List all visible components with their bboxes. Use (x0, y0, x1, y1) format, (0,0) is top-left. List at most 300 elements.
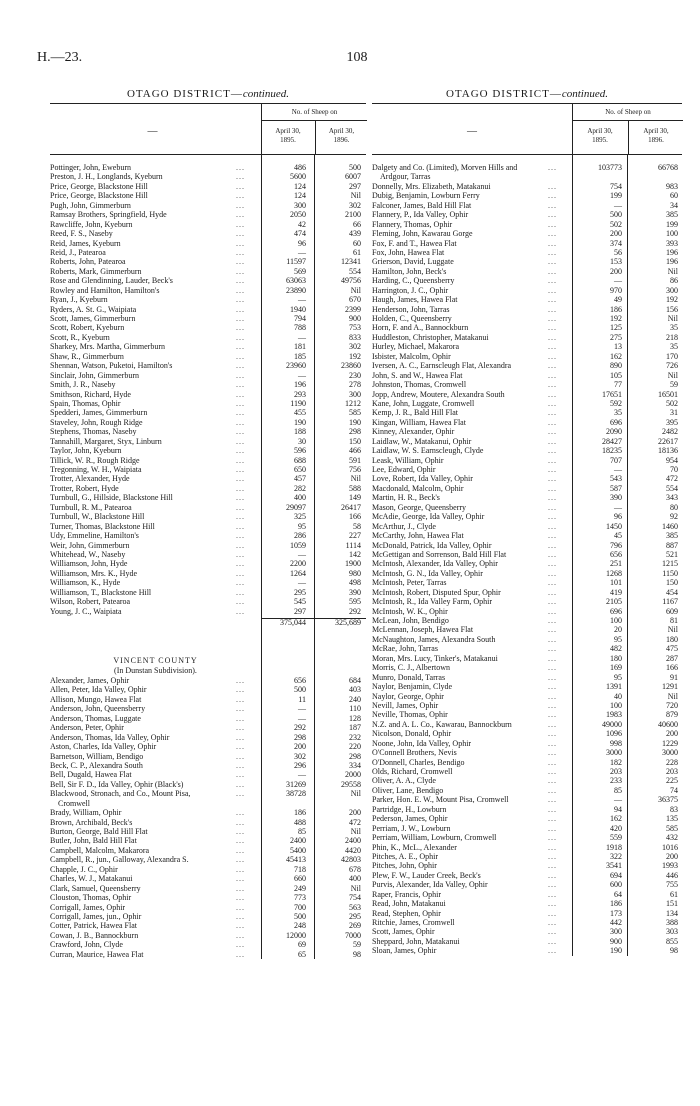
table-row (372, 399, 682, 408)
sheep-1895: 35 (614, 408, 622, 418)
table-row (50, 607, 366, 616)
sheep-1896: 187 (349, 723, 361, 733)
table-row (50, 846, 366, 855)
sheep-1896: 149 (349, 493, 361, 503)
owner-name: Johnston, Thomas, Cromwell (372, 380, 467, 390)
leader-dots: ... (548, 380, 557, 390)
sheep-1895: 40 (614, 691, 622, 701)
leader-dots: ... (236, 568, 245, 578)
sheep-1895: 94 (614, 804, 622, 814)
owners-list (50, 163, 366, 616)
table-row (50, 676, 366, 685)
leader-dots: ... (548, 757, 557, 767)
leader-dots: ... (548, 682, 557, 692)
owner-name: Reid, J., Patearoa (50, 247, 106, 257)
leader-dots: ... (236, 521, 245, 531)
leader-dots: ... (236, 779, 245, 789)
sheep-1896: 156 (666, 304, 678, 314)
table-row (372, 484, 682, 493)
sheep-1896: 588 (349, 483, 361, 493)
total-1896: 325,689 (335, 618, 361, 627)
sheep-1896: 192 (349, 351, 361, 361)
leader-dots: ... (548, 502, 557, 512)
sheep-1896: 170 (666, 351, 678, 361)
leader-dots: ... (236, 789, 245, 799)
sheep-1895: 374 (610, 238, 622, 248)
leader-dots: ... (548, 568, 557, 578)
name-column-header: — (147, 126, 158, 137)
owner-name: Naylor, Benjamin, Clyde (372, 682, 453, 692)
sheep-1895: 500 (294, 685, 306, 695)
leader-dots: ... (548, 776, 557, 786)
sheep-1896: 472 (666, 474, 678, 484)
sheep-1896: 585 (349, 408, 361, 418)
leader-dots: ... (548, 729, 557, 739)
sheep-1896: 1167 (662, 597, 678, 607)
sheep-1895: 200 (610, 266, 622, 276)
owner-name: Tannahill, Margaret, Styx, Linburn (50, 436, 162, 446)
leader-dots: ... (236, 408, 245, 418)
owner-name: Fox, F. and T., Hawea Flat (372, 238, 457, 248)
sheep-1895: 203 (610, 767, 622, 776)
sheep-1896: 563 (349, 902, 361, 912)
table-row (50, 780, 366, 789)
sheep-1895: 182 (610, 757, 622, 767)
name-column-header: — (467, 126, 477, 137)
leader-dots: ... (548, 493, 557, 503)
table-row (372, 390, 682, 399)
leader-dots: ... (548, 446, 557, 456)
owner-name: Price, George, Blackstone Hill (50, 191, 148, 201)
sheep-1895: 322 (610, 851, 622, 861)
sheep-1896: 1212 (345, 398, 361, 408)
owner-name: Read, Stephen, Ophir (372, 908, 441, 918)
owner-name: Brady, William, Ophir (50, 808, 122, 818)
sheep-1895: 199 (610, 191, 622, 201)
sheep-1896: 302 (349, 342, 361, 352)
table-row (372, 182, 682, 191)
table-row (50, 390, 366, 399)
sheep-1895: 970 (610, 285, 622, 295)
sheep-1895: 1268 (606, 568, 622, 578)
sheep-1896: 900 (349, 314, 361, 323)
column-1896-header: April 30, 1896. (315, 121, 367, 154)
sheep-1896: 393 (666, 238, 678, 248)
sheep-1895: — (614, 276, 622, 286)
sheep-1896: 980 (349, 568, 361, 578)
sheep-1895: 300 (610, 927, 622, 937)
table-row (50, 248, 366, 257)
sheep-1895: — (298, 332, 306, 342)
owner-name: Reid, James, Kyeburn (50, 238, 121, 248)
owner-name: O'Connell Brothers, Nevis (372, 748, 457, 758)
leader-dots: ... (236, 502, 245, 512)
section-subtitle: (In Dunstan Subdivision). (114, 666, 197, 675)
sheep-1895: 900 (610, 936, 622, 946)
owner-name: Clark, Samuel, Queensberry (50, 883, 141, 893)
table-row (372, 635, 682, 644)
leader-dots: ... (548, 219, 557, 229)
table-row (50, 465, 366, 474)
sheep-1895: 718 (294, 864, 306, 874)
table-row (372, 220, 682, 229)
sheep-1896: 22617 (658, 436, 678, 446)
leader-dots: ... (236, 921, 245, 931)
table-row (372, 890, 682, 899)
sheep-1895: — (298, 704, 306, 714)
owner-name: McNaughton, James, Alexandra South (372, 634, 496, 644)
leader-dots: ... (236, 578, 245, 588)
sheep-1896: 83 (670, 804, 678, 814)
sheep-1896: 80 (670, 502, 678, 512)
owner-name: Anderson, Peter, Ophir (50, 723, 124, 733)
owner-name: McIntosh, Robert, Disputed Spur, Ophir (372, 587, 501, 597)
sheep-1896: 134 (666, 908, 678, 918)
leader-dots: ... (548, 927, 557, 937)
owner-name: Love, Robert, Ida Valley, Ophir (372, 474, 473, 484)
sheep-1895: 186 (610, 899, 622, 909)
owner-name: Williamson, K., Hyde (50, 578, 121, 588)
sheep-1896: 446 (666, 870, 678, 880)
sheep-1896: 303 (666, 927, 678, 937)
table-row (50, 723, 366, 732)
table-row (372, 654, 682, 663)
sheep-1895: 18235 (602, 446, 622, 456)
owner-name: Hamilton, John, Beck's (372, 266, 447, 276)
table-row (372, 569, 682, 578)
sheep-1896: 395 (666, 417, 678, 427)
leader-dots: ... (236, 361, 245, 371)
sheep-1896: 1993 (662, 861, 678, 871)
owner-name: Kinney, Alexander, Ophir (372, 427, 455, 437)
sheep-1896: 196 (666, 247, 678, 257)
owner-name: Pottinger, John, Eweburn (50, 163, 132, 172)
leader-dots: ... (236, 304, 245, 314)
sheep-1896: Nil (667, 691, 678, 701)
sheep-1896: 754 (349, 893, 361, 903)
table-row (372, 701, 682, 710)
owner-name: Pitches, A. E., Ophir (372, 851, 438, 861)
owner-name: Beck, C. P., Alexandra South (50, 760, 143, 770)
owner-name: Trotter, Robert, Hyde (50, 483, 119, 493)
sheep-1896: 203 (666, 767, 678, 776)
owner-name: Cotter, Patrick, Hawea Flat (50, 921, 137, 931)
table-row (372, 597, 682, 606)
sheep-1896: 439 (349, 229, 361, 239)
sheep-1895: 49 (614, 295, 622, 305)
leader-dots: ... (236, 266, 245, 276)
table-row (372, 380, 682, 389)
owner-name: Butler, John, Bald Hill Flat (50, 836, 137, 846)
owner-name: Dubig, Benjamin, Lowburn Ferry (372, 191, 480, 201)
leader-dots: ... (548, 361, 557, 371)
table-row (50, 578, 366, 587)
sheep-1895: 233 (610, 776, 622, 786)
leader-dots: ... (236, 483, 245, 493)
owner-name: Kane, John, Luggate, Cromwell (372, 398, 475, 408)
owner-name: Rowley and Hamilton, Hamilton's (50, 285, 160, 295)
table-row (50, 342, 366, 351)
sheep-1896: 554 (349, 266, 361, 276)
table-row (50, 474, 366, 483)
table-row (50, 239, 366, 248)
owner-name: Anderson, John, Queensberry (50, 704, 146, 714)
sheep-1895: 249 (294, 883, 306, 893)
sheep-1896: 66 (353, 219, 361, 229)
owner-name: Haugh, James, Hawea Flat (372, 295, 458, 305)
table-row (50, 733, 366, 742)
table-row (372, 767, 682, 776)
sheep-1896: 4420 (345, 845, 361, 855)
table-row (50, 361, 366, 370)
table-row (372, 918, 682, 927)
sheep-1896: 297 (349, 181, 361, 191)
owner-name: Mason, George, Queensberry (372, 502, 467, 512)
table-row (50, 541, 366, 550)
leader-dots: ... (236, 874, 245, 884)
leader-dots: ... (548, 908, 557, 918)
owner-name: Raper, Francis, Ophir (372, 889, 441, 899)
leader-dots: ... (548, 795, 557, 805)
sheep-1895: 1391 (606, 682, 622, 692)
owner-name: N.Z. and A. L. Co., Kawarau, Bannockburn (372, 719, 512, 729)
leader-dots: ... (548, 465, 557, 474)
table-row (372, 880, 682, 889)
sheep-1896: 190 (349, 417, 361, 427)
table-row (50, 191, 366, 200)
sheep-1895: 559 (610, 833, 622, 843)
sheep-1895: 100 (610, 616, 622, 625)
owner-name: Perriam, William, Lowburn, Cromwell (372, 833, 497, 843)
leader-dots: ... (548, 323, 557, 333)
sheep-1896: 390 (349, 587, 361, 597)
sheep-1895: 1983 (606, 710, 622, 720)
leader-dots: ... (548, 946, 557, 956)
sheep-1895: 23960 (286, 361, 306, 371)
leader-dots: ... (236, 493, 245, 503)
sheep-1895: 2105 (606, 597, 622, 607)
owner-name: Lee, Edward, Ophir (372, 465, 436, 474)
leader-dots: ... (236, 323, 245, 333)
sheep-1896: 66768 (658, 163, 678, 172)
leader-dots: ... (236, 855, 245, 865)
sheep-1896: 300 (666, 285, 678, 295)
table-row (372, 616, 682, 625)
leader-dots: ... (236, 751, 245, 761)
owner-name: Sheppard, John, Matakanui (372, 936, 460, 946)
sheep-1895: 794 (294, 314, 306, 323)
section-title: VINCENT COUNTY (113, 656, 198, 665)
table-row (50, 276, 366, 285)
leader-dots: ... (236, 398, 245, 408)
table-row (372, 824, 682, 833)
sheep-1895: 56 (614, 247, 622, 257)
table-row (372, 257, 682, 266)
sheep-1896: 240 (349, 694, 361, 704)
table-row (50, 903, 366, 912)
owner-name: Henderson, John, Tarras (372, 304, 450, 314)
table-row (372, 512, 682, 521)
table-row (50, 512, 366, 521)
leader-dots: ... (548, 474, 557, 484)
sheep-1895: 23890 (286, 285, 306, 295)
owner-name: Isbister, Malcolm, Ophir (372, 351, 451, 361)
table-row (50, 912, 366, 921)
sheep-1895: 298 (294, 732, 306, 742)
table-row (372, 541, 682, 550)
owner-name: Allison, Mungo, Hawea Flat (50, 694, 142, 704)
table-row (50, 182, 366, 191)
sheep-1896: 1291 (662, 682, 678, 692)
sheep-1895: — (614, 502, 622, 512)
owner-name: Fleming, John, Kawarau Gorge (372, 229, 473, 239)
owner-name: Williamson, Mrs. K., Hyde (50, 568, 138, 578)
sheep-1895: 65 (298, 949, 306, 959)
sheep-1896: 31 (670, 408, 678, 418)
sheep-1896: 29558 (341, 779, 361, 789)
leader-dots: ... (548, 842, 557, 852)
leader-dots: ... (548, 483, 557, 493)
sheep-1896: 498 (349, 578, 361, 588)
sheep-1895: 20 (614, 625, 622, 635)
sheep-1895: 63063 (286, 276, 306, 286)
sheep-1895: 696 (610, 417, 622, 427)
table-row (50, 597, 366, 606)
sheep-1896: 100 (666, 229, 678, 239)
sheep-1895: 2400 (290, 836, 306, 846)
leader-dots: ... (236, 465, 245, 474)
sheep-1896: 1900 (345, 559, 361, 569)
owner-name: Cowan, J. B., Bannockburn (50, 930, 139, 940)
leader-dots: ... (236, 883, 245, 893)
owner-name: Anderson, Thomas, Ida Valley, Ophir (50, 732, 170, 742)
sheep-1896: 60 (353, 238, 361, 248)
owner-name: Cromwell (58, 798, 90, 808)
table-row (50, 305, 366, 314)
sheep-1895: 95 (614, 634, 622, 644)
leader-dots: ... (236, 181, 245, 191)
sheep-1895: 297 (294, 606, 306, 616)
leader-dots: ... (236, 257, 245, 267)
table-row (372, 786, 682, 795)
sheep-1896: 3000 (662, 748, 678, 758)
sheep-1895: 1059 (290, 540, 306, 550)
sheep-1896: 585 (666, 823, 678, 833)
leader-dots: ... (548, 455, 557, 465)
owner-name: McLennan, Joseph, Hawea Flat (372, 625, 474, 635)
owner-name: Corrigall, James, jun., Ophir (50, 911, 142, 921)
owner-name: Sharkey, Mrs. Martha, Gimmerburn (50, 342, 166, 352)
table-row (372, 276, 682, 285)
leader-dots: ... (236, 427, 245, 437)
leader-dots: ... (236, 389, 245, 399)
leader-dots: ... (236, 163, 245, 172)
table-row (50, 742, 366, 751)
leader-dots: ... (548, 200, 557, 210)
sheep-1895: — (614, 795, 622, 805)
leader-dots: ... (548, 314, 557, 323)
owner-name: Nevill, James, Ophir (372, 700, 439, 710)
owner-name: Read, John, Matakanui (372, 899, 446, 909)
sheep-1896: 7000 (345, 930, 361, 940)
table-row (372, 927, 682, 936)
sheep-1896: 40600 (658, 719, 678, 729)
owner-name: Brown, Archibald, Beck's (50, 817, 133, 827)
sheep-1896: 59 (670, 380, 678, 390)
table-row (372, 607, 682, 616)
sheep-1895: 998 (610, 738, 622, 748)
sheep-1896: 343 (666, 493, 678, 503)
sheep-1896: 23860 (341, 361, 361, 371)
sheep-1895: 125 (610, 323, 622, 333)
table-row (50, 569, 366, 578)
sheep-1895: 688 (294, 455, 306, 465)
table-row (50, 931, 366, 940)
sheep-1896: 86 (670, 276, 678, 286)
sheep-1896: 61 (670, 889, 678, 899)
leader-dots: ... (548, 559, 557, 569)
leader-dots: ... (548, 719, 557, 729)
owner-name: Ryan, J., Kyeburn (50, 295, 108, 305)
table-row (372, 191, 682, 200)
sheep-1895: 64 (614, 889, 622, 899)
owner-name: Smith, J. R., Naseby (50, 380, 116, 390)
leader-dots: ... (236, 446, 245, 456)
owner-name: Bell, Dugald, Hawea Flat (50, 770, 132, 780)
sheep-1896: 228 (666, 757, 678, 767)
sheep-1896: 855 (666, 936, 678, 946)
leader-dots: ... (548, 606, 557, 616)
table-row (372, 474, 682, 483)
leader-dots: ... (236, 704, 245, 714)
leader-dots: ... (548, 672, 557, 682)
owner-name: McLean, John, Bendigo (372, 616, 449, 625)
sheep-1895: 754 (610, 181, 622, 191)
leader-dots: ... (236, 732, 245, 742)
district-title: OTAGO DISTRICT—continued. (126, 88, 289, 100)
table-row (372, 305, 682, 314)
table-row (372, 871, 682, 880)
leader-dots: ... (548, 210, 557, 220)
owner-name: Bell, Sir F. D., Ida Valley, Ophir (Black's) (50, 779, 184, 789)
table-row (372, 267, 682, 276)
owner-name: Staveley, John, Rough Ridge (50, 417, 143, 427)
sheep-1896: 110 (349, 704, 361, 714)
sheep-1895: 188 (294, 427, 306, 437)
leader-dots: ... (236, 911, 245, 921)
owner-name: Kingan, William, Hawea Flat (372, 417, 466, 427)
owner-name: Laidlaw, W., Matakanui, Ophir (372, 436, 472, 446)
sheep-1895: 696 (610, 606, 622, 616)
sheep-1896: 61 (353, 247, 361, 257)
owner-name: Burton, George, Bald Hill Flat (50, 827, 148, 836)
leader-dots: ... (548, 332, 557, 342)
sheep-1896: Nil (350, 191, 361, 201)
owner-name: McCarthy, John, Hawea Flat (372, 531, 464, 541)
table-row (50, 371, 366, 380)
owner-name: Macdonald, Malcolm, Ophir (372, 483, 464, 493)
table-row (372, 465, 682, 474)
sheep-1895: 300 (294, 200, 306, 210)
sheep-1895: 592 (610, 398, 622, 408)
sheep-1895: 95 (298, 521, 306, 531)
owner-name: Turner, Thomas, Blackstone Hill (50, 521, 155, 531)
table-row (372, 163, 682, 172)
sheep-1896: 70 (670, 465, 678, 474)
owner-name: Sinclair, John, Gimmerburn (50, 370, 139, 380)
sheep-1896: 879 (666, 710, 678, 720)
leader-dots: ... (236, 827, 245, 836)
